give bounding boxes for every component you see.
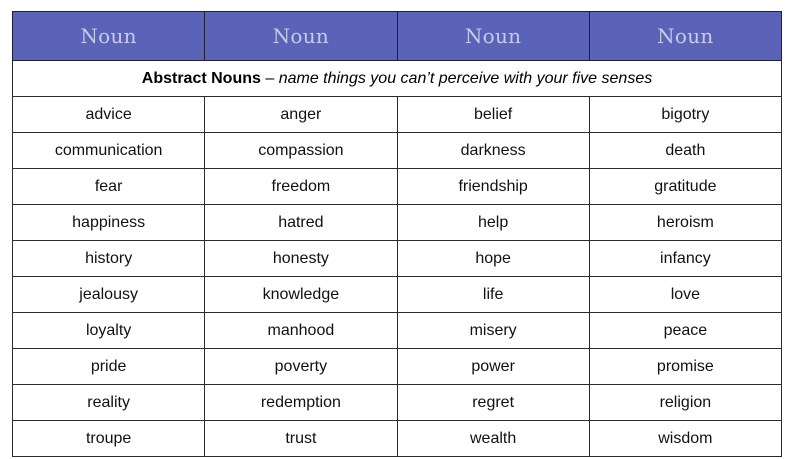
noun-cell: troupe [13, 421, 205, 457]
noun-cell: reality [13, 385, 205, 421]
table-row [13, 385, 782, 421]
noun-cell: peace [589, 313, 781, 349]
noun-cell: death [589, 133, 781, 169]
noun-cell: anger [205, 97, 397, 133]
noun-cell: freedom [205, 169, 397, 205]
noun-cell: knowledge [205, 277, 397, 313]
header-cell-noun: Noun [397, 12, 589, 61]
noun-cell: help [397, 205, 589, 241]
noun-cell: redemption [205, 385, 397, 421]
noun-cell: poverty [205, 349, 397, 385]
noun-cell: happiness [13, 205, 205, 241]
table-row [13, 241, 782, 277]
category-banner-row [13, 61, 782, 97]
table-row [13, 277, 782, 313]
noun-cell: pride [13, 349, 205, 385]
noun-cell: loyalty [13, 313, 205, 349]
table-row [13, 349, 782, 385]
header-row [13, 12, 782, 61]
category-description: name things you can’t perceive with your five senses [278, 69, 653, 87]
header-cell-noun: Noun [205, 12, 397, 61]
noun-cell: manhood [205, 313, 397, 349]
header-cell-noun: Noun [13, 12, 205, 61]
noun-cell: advice [13, 97, 205, 133]
noun-cell: love [589, 277, 781, 313]
noun-cell: darkness [397, 133, 589, 169]
category-separator: – [260, 69, 279, 87]
table-row [13, 133, 782, 169]
noun-cell: misery [397, 313, 589, 349]
noun-cell: honesty [205, 241, 397, 277]
table-row [13, 97, 782, 133]
noun-cell: belief [397, 97, 589, 133]
noun-cell: compassion [205, 133, 397, 169]
noun-cell: power [397, 349, 589, 385]
noun-cell: communication [13, 133, 205, 169]
noun-cell: history [13, 241, 205, 277]
table-row [13, 313, 782, 349]
noun-cell: wisdom [589, 421, 781, 457]
table-row [13, 205, 782, 241]
noun-cell: jealousy [13, 277, 205, 313]
table-row [13, 421, 782, 457]
category-banner [13, 61, 782, 97]
noun-cell: hatred [205, 205, 397, 241]
noun-cell: life [397, 277, 589, 313]
noun-cell: heroism [589, 205, 781, 241]
noun-cell: regret [397, 385, 589, 421]
noun-cell: promise [589, 349, 781, 385]
noun-cell: friendship [397, 169, 589, 205]
table-row [13, 169, 782, 205]
noun-cell: wealth [397, 421, 589, 457]
nouns-table [12, 11, 782, 457]
noun-cell: religion [589, 385, 781, 421]
noun-cell: bigotry [589, 97, 781, 133]
noun-cell: gratitude [589, 169, 781, 205]
noun-cell: infancy [589, 241, 781, 277]
noun-cell: trust [205, 421, 397, 457]
noun-cell: fear [13, 169, 205, 205]
noun-cell: hope [397, 241, 589, 277]
category-title: Abstract Nouns [141, 69, 261, 87]
abstract-nouns-sheet [12, 11, 782, 457]
header-cell-noun: Noun [589, 12, 781, 61]
